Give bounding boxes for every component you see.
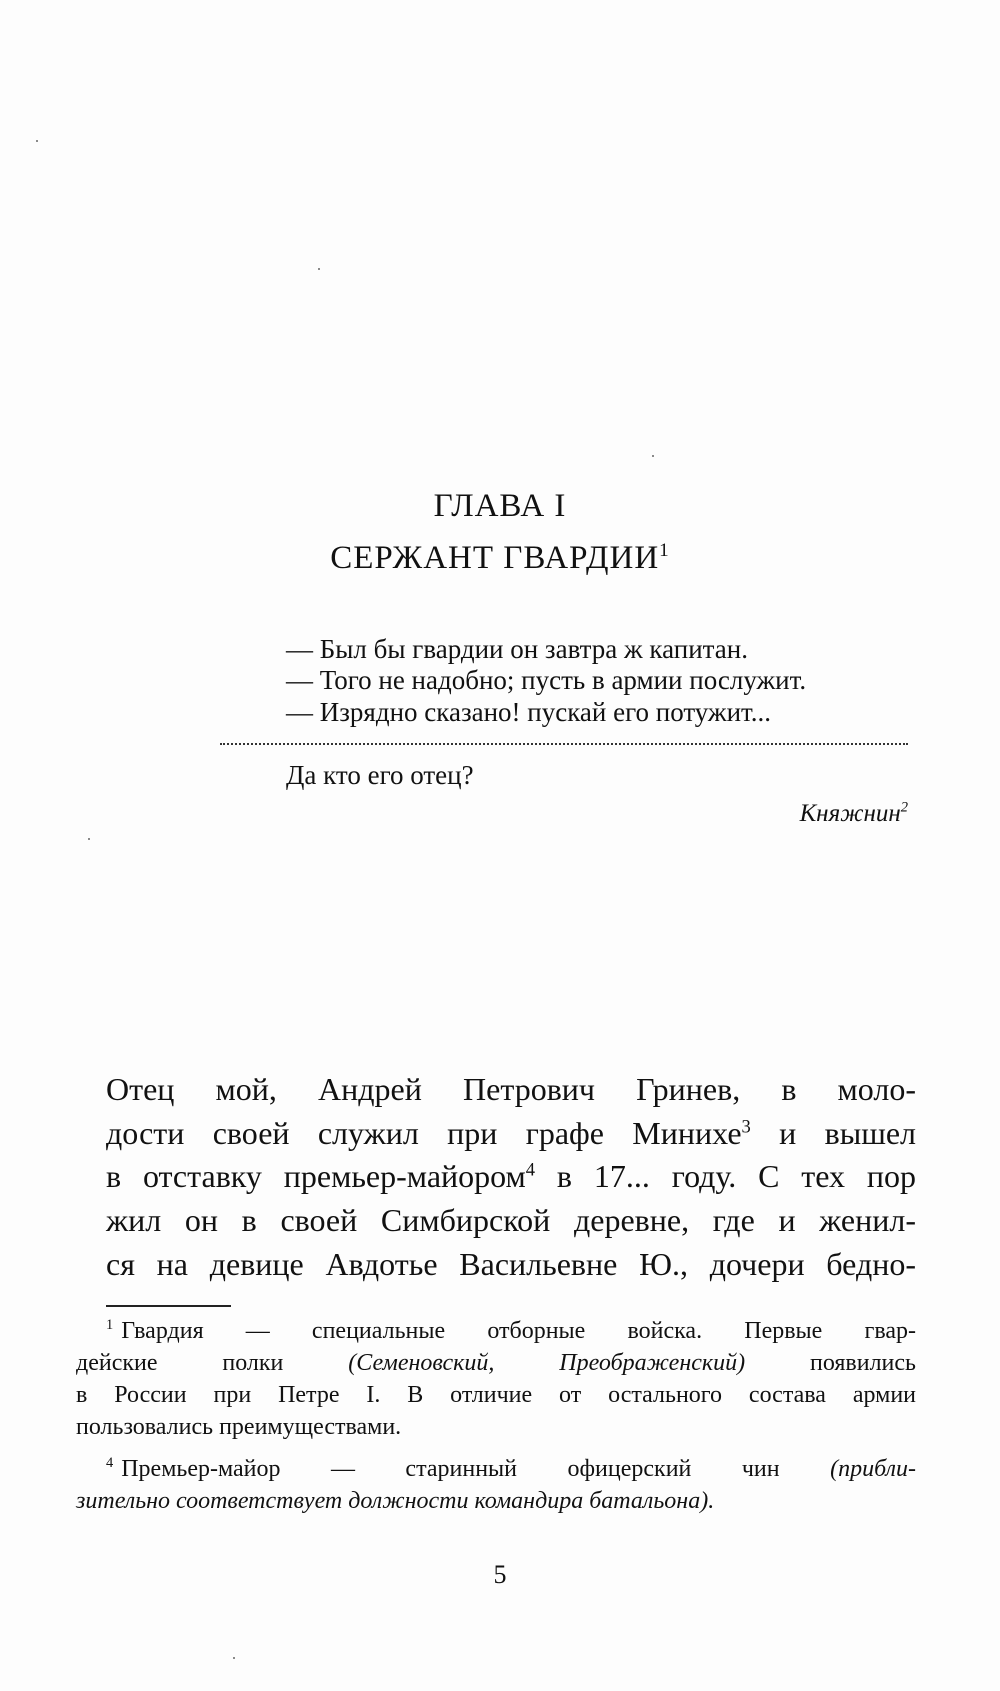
scan-speck [318, 268, 320, 270]
scan-speck [233, 1657, 235, 1659]
epigraph-line: — Был бы гвардии он завтра ж капитан. [286, 634, 748, 664]
footnote-text: Гвардия — специальные отборные войска. Первые гвар- [121, 1318, 916, 1344]
footnote-1-line: пользовались преимуществами. [76, 1414, 402, 1440]
footnote-1-number: 1 [106, 1317, 114, 1333]
epigraph-line: — Того не надобно; пусть в армии послужит. [286, 665, 807, 695]
footnote-ref-3[interactable]: 3 [741, 1116, 751, 1138]
footnote-ref-1[interactable]: 1 [659, 540, 670, 561]
footnote-4-line [106, 1456, 916, 1483]
epigraph-author [800, 800, 908, 828]
chapter-number [0, 488, 1000, 525]
footnote-italic-text: (прибли- [830, 1456, 916, 1482]
scan-speck [88, 838, 90, 840]
footnote-ref-4[interactable]: 4 [525, 1159, 536, 1181]
text-line [106, 1115, 916, 1152]
epigraph-line: — Изрядно сказано! пускай его потужит... [286, 697, 772, 727]
epigraph-line: Да кто его отец? [286, 760, 474, 790]
footnote-text: дейские полки [76, 1350, 349, 1376]
text-span: в отставку премьер-майором [106, 1158, 526, 1194]
footnote-italic-text: зительно соответствует должности командира батальона). [76, 1488, 715, 1514]
page-number: 5 [493, 1560, 507, 1589]
text-line [106, 1158, 916, 1195]
footnote-text: Премьер-майор — старинный офицерский чин [121, 1456, 831, 1482]
footnote-rule [106, 1305, 231, 1307]
footnote-4-line [76, 1488, 916, 1515]
footnote-1-line [106, 1318, 916, 1345]
epigraph-author-name: Княжнин [799, 800, 901, 827]
scan-speck [36, 140, 38, 142]
scan-speck [652, 455, 654, 457]
text-span: и вышел [779, 1115, 917, 1151]
chapter-title-text: СЕРЖАНТ ГВАРДИИ [330, 540, 660, 576]
text-line: Отец мой, Андрей Петрович Гринев, в моло- [106, 1071, 916, 1107]
footnote-ref-2[interactable]: 2 [900, 799, 908, 816]
footnote-1-line [76, 1350, 916, 1377]
epigraph-dotted-separator [220, 743, 908, 745]
chapter-number-text: ГЛАВА I [433, 488, 567, 524]
footnote-text: появились [745, 1350, 916, 1376]
chapter-title [0, 540, 1000, 577]
footnote-1-line: в России при Петре I. В отличие от остального состава армии [76, 1382, 916, 1408]
text-line: ся на девице Авдотье Васильевне Ю., дочери бедно- [106, 1246, 916, 1282]
footnote-4-number: 4 [106, 1455, 114, 1471]
text-line: жил он в своей Симбирской деревне, где и женил- [106, 1202, 916, 1238]
text-span: в 17... году. С тех пор [556, 1158, 917, 1194]
footnote-italic-text: (Семеновский, Преображенский) [348, 1350, 746, 1376]
text-span: дости своей служил при графе Минихе [106, 1115, 742, 1151]
